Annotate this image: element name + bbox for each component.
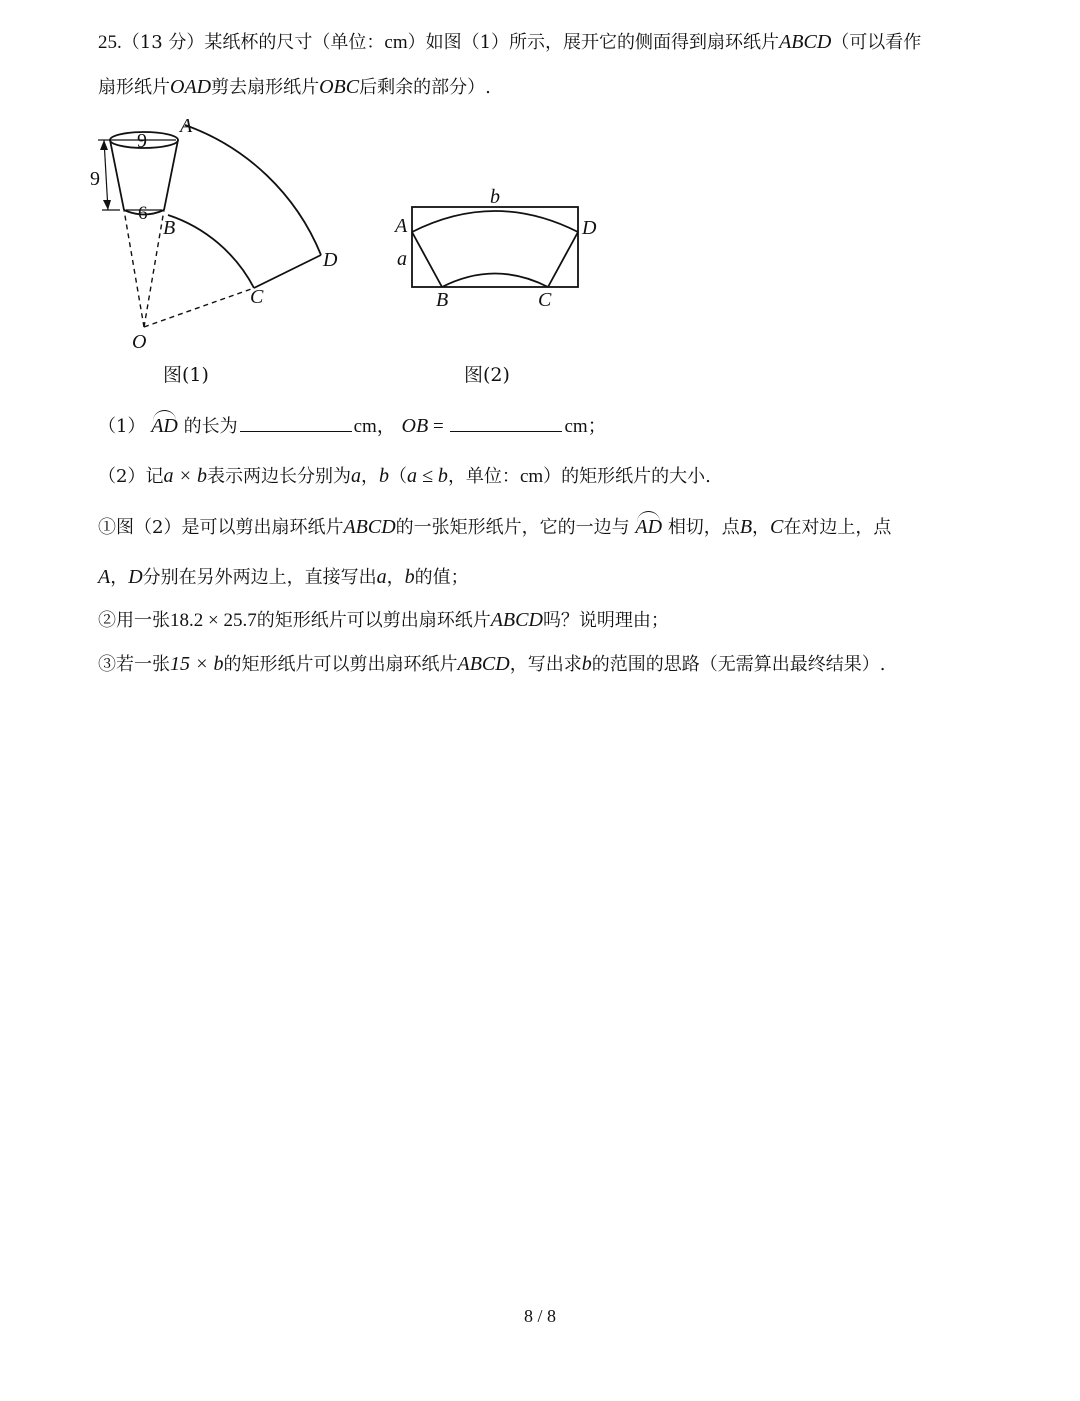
problem-number: 25. [98,32,122,53]
question-2-3: ③若一张15 × b的矩形纸片可以剪出扇环纸片ABCD，写出求b的范围的思路（无需算出最终结果）. [98,653,886,675]
problem-line-2: 扇形纸片OAD剪去扇形纸片OBC后剩余的部分）. [98,76,491,98]
figure-2 [390,180,610,320]
question-2: （2）记a × b表示两边长分别为a，b（a ≤ b，单位：cm）的矩形纸片的大小. [98,465,711,487]
fig1-label-O: O [132,331,147,353]
dashed-OB [144,210,164,327]
fig2-label-A: A [395,215,408,237]
page-number: 8 / 8 [523,1306,556,1326]
figure-2-caption: 图(2) [464,364,510,386]
segment-DC [254,255,321,288]
fig1-label-C: C [250,286,264,308]
arrow-head-height-down [103,200,111,210]
fig2-label-C: C [538,289,552,311]
fig2-segment-DC [548,232,578,287]
fig2-label-a: a [397,248,407,270]
answer-blank-arc-length[interactable] [240,413,352,432]
answer-blank-OB[interactable] [450,413,562,432]
dashed-OA [124,210,144,327]
fig2-label-D: D [582,217,597,239]
segment-AB [164,140,178,210]
dashed-OC [144,288,254,327]
figure-1-caption: 图(1) [163,364,209,386]
fig2-rectangle [412,207,578,287]
fig2-arc-AD [412,211,578,232]
fig2-segment-AB [412,232,442,287]
fig2-arc-BC [442,274,548,288]
question-2-1-line-1: ①图（2）是可以剪出扇环纸片ABCD的一张矩形纸片，它的一边与 AD 相切，点B，C在对边上，点 [98,516,892,538]
question-1: （1） AD 的长为 cm， OB = cm； [98,415,607,437]
fig1-label-A: A [180,115,193,137]
cup-left-side [110,140,124,210]
inner-arc-BC [168,215,254,288]
outer-arc-AD [185,125,321,255]
fig2-label-B: B [436,289,449,311]
fig2-label-b: b [490,186,500,208]
fig1-label-D: D [323,249,338,271]
fig1-label-9-top: 9 [137,130,147,152]
arrow-head-height-up [100,140,108,150]
dim-height-line [104,140,108,210]
arc-AD-symbol: AD [151,415,178,437]
fig1-label-B: B [163,217,176,239]
question-2-2: ②用一张18.2 × 25.7的矩形纸片可以剪出扇环纸片ABCD吗？说明理由； [98,609,669,631]
fig1-label-6: 6 [138,203,148,224]
problem-line-1: 25.（13 分）某纸杯的尺寸（单位：cm）如图（1）所示，展开它的侧面得到扇环纸片ABCD（可以看作 [98,31,922,53]
question-2-1-line-2: A，D分别在另外两边上，直接写出a，b的值； [98,566,469,588]
arc-AD-symbol-2: AD [635,516,663,538]
fig1-label-9-height: 9 [90,168,100,190]
